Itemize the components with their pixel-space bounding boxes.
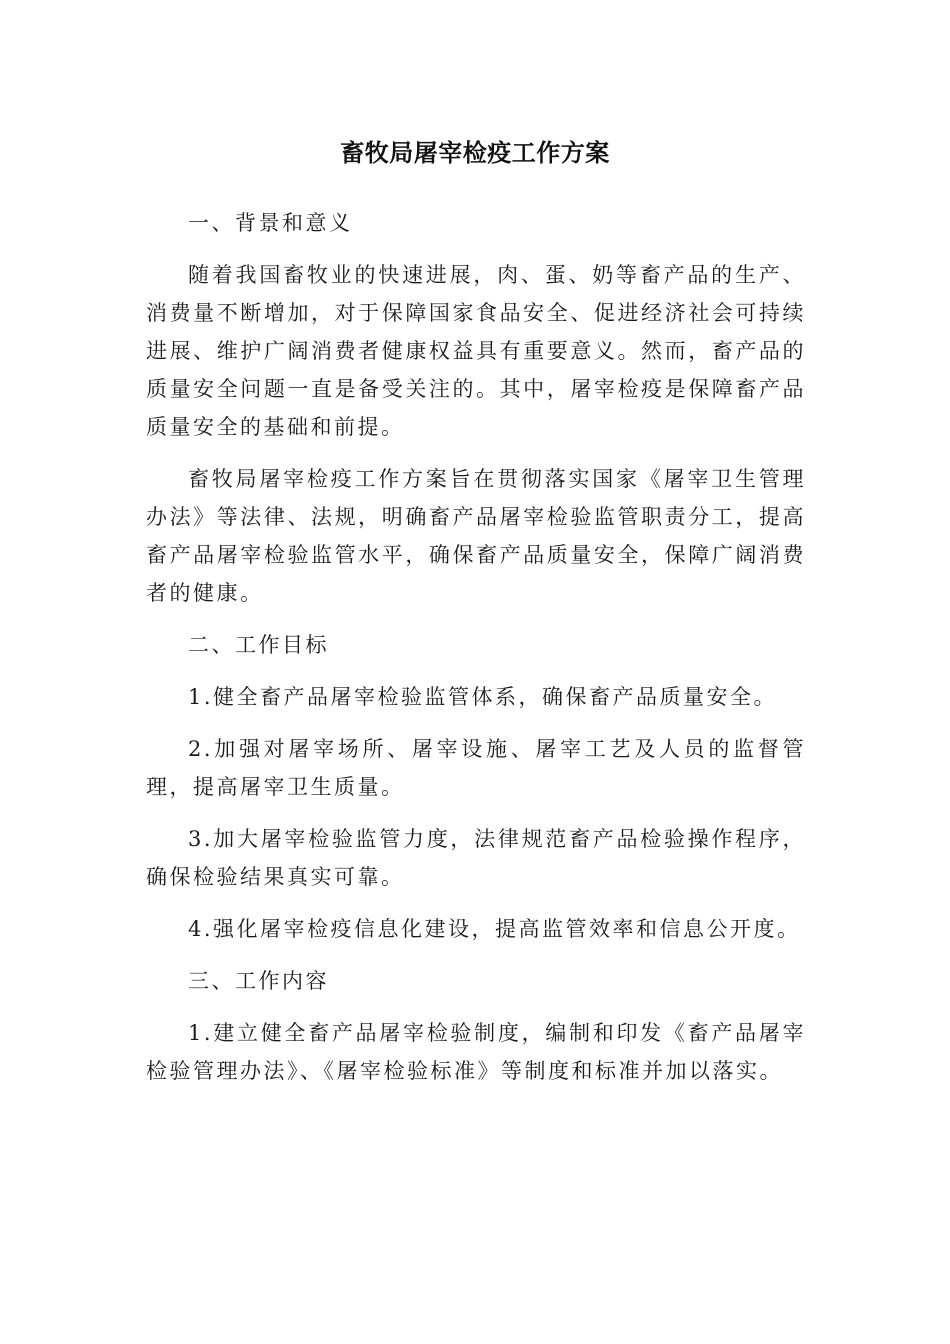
goal-item-3: 3.加大屠宰检验监管力度，法律规范畜产品检验操作程序，确保检验结果真实可靠。 [146,827,806,889]
section-heading-goals: 二、工作目标 [188,633,329,657]
document-body [146,204,806,1104]
document-title: 畜牧局屠宰检疫工作方案 [340,139,610,167]
goal-item-2: 2.加强对屠宰场所、屠宰设施、屠宰工艺及人员的监督管理，提高屠宰卫生质量。 [146,737,806,799]
goal-item-1: 1.健全畜产品屠宰检验监管体系，确保畜产品质量安全。 [188,685,778,709]
paragraph-background-2: 畜牧局屠宰检疫工作方案旨在贯彻落实国家《屠宰卫生管理办法》等法律、法规，明确畜产品屠宰检验监管职责分工，提高畜产品屠宰检验监管水平，确保畜产品质量安全，保障广阔消费者的健康。 [146,467,806,605]
section-heading-content: 三、工作内容 [188,969,329,993]
content-item-1: 1.建立健全畜产品屠宰检验制度，编制和印发《畜产品屠宰检验管理办法》、《屠宰检验标准》等制度和标准并加以落实。 [146,1021,806,1083]
section-heading-background: 一、背景和意义 [188,211,353,235]
paragraph-background-1: 随着我国畜牧业的快速进展，肉、蛋、奶等畜产品的生产、消费量不断增加，对于保障国家食品安全、促进经济社会可持续进展、维护广阔消费者健康权益具有重要意义。然而，畜产品的质量安全问题一直是备受关注的。其中，屠宰检疫是保障畜产品质量安全的基础和前提。 [146,263,806,439]
goal-item-4: 4.强化屠宰检疫信息化建设，提高监管效率和信息公开度。 [188,917,801,941]
